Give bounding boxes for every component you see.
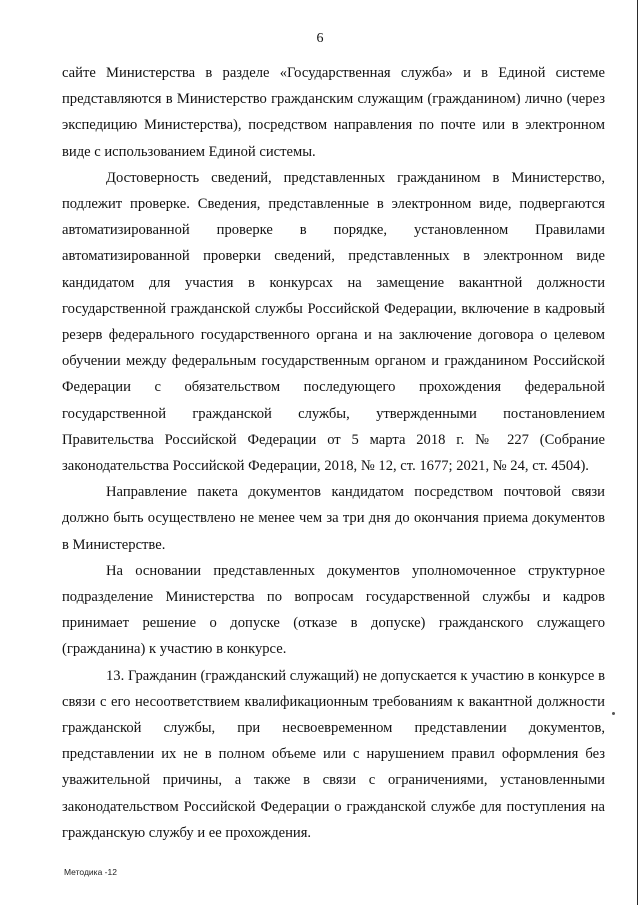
document-body bbox=[62, 60, 605, 846]
paragraph-verification: Достоверность сведений, представленных гражданином в Министерство, подлежит проверке. Сведения, представленные в электронном виде, подвергаются автоматизированной проверке в порядке, установленном Правилами автоматизированной проверки сведений, представленных в электронном виде кандидатом для участия в конкурсах на замещение вакантной должности государственной гражданской службы Российской Федерации, включение в кадровый резерв федерального государственного органа и на заключение договора о целевом обучении между федеральным государственным органом и гражданином Российской Федерации с обязательством последующего прохождения федеральной государственной гражданской службы, утвержденными постановлением Правительства Российской Федерации от 5 марта 2018 г. № 227 (Собрание законодательства Российской Федерации, 2018, № 12, ст. 1677; 2021, № 24, ст. 4504). bbox=[62, 169, 605, 475]
paragraph-postal-submission: Направление пакета документов кандидатом посредством почтовой связи должно быть осуществлено не менее чем за три дня до окончания приема документов в Министерстве. bbox=[62, 484, 605, 553]
scan-speck bbox=[612, 712, 615, 715]
paragraph-continuation: сайте Министерства в разделе «Государственная служба» и в Единой системе представляются в Министерство гражданским служащим (гражданином) лично (через экспедицию Министерства), посредством направления по почте или в электронном виде с использованием Единой системы. bbox=[62, 65, 605, 160]
footer-label: Методика -12 bbox=[64, 867, 117, 877]
paragraph-item-13: 13. Гражданин (гражданский служащий) не допускается к участию в конкурсе в связи с его несоответствием квалификационным требованиям к вакантной должности гражданской службы, при несвоевременном представлении документов, представлении их не в полном объеме или с нарушением правил оформления без уважительной причины, а также в связи с ограничениями, установленными законодательством Российской Федерации о гражданской службе для поступления на гражданскую службу и ее прохождения. bbox=[62, 667, 605, 841]
page-number: 6 bbox=[316, 31, 324, 46]
scan-edge bbox=[637, 0, 638, 905]
paragraph-admission-decision: На основании представленных документов уполномоченное структурное подразделение Министерства по вопросам государственной службы и кадров принимает решение о допуске (отказе в допуске) гражданского служащего (гражданина) к участию в конкурсе. bbox=[62, 562, 605, 658]
